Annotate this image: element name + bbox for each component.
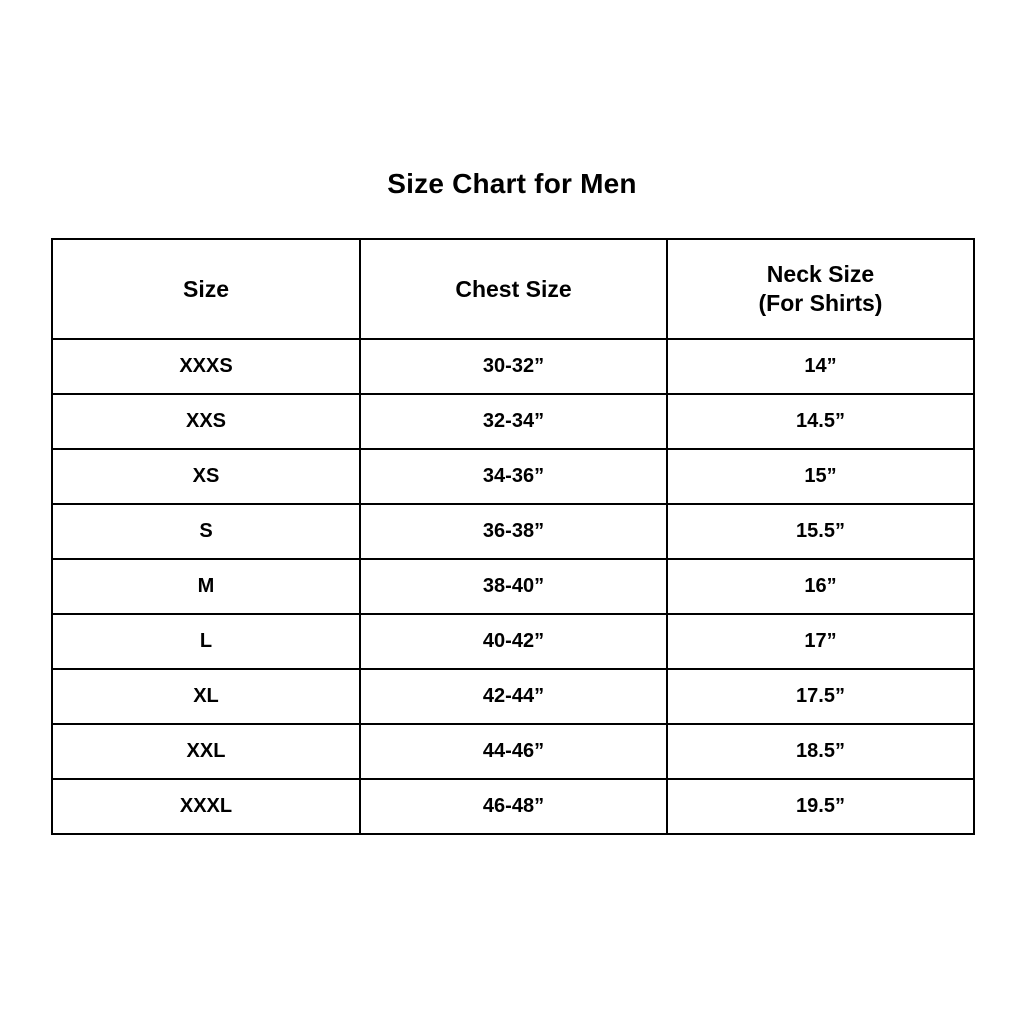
table-row (52, 504, 974, 559)
cell-neck: 14” (667, 339, 974, 394)
cell-size: M (52, 559, 360, 614)
table-row (52, 669, 974, 724)
cell-size: XS (52, 449, 360, 504)
column-header-chest (360, 239, 667, 339)
table-body (52, 339, 974, 834)
table-row (52, 779, 974, 834)
cell-size: XXXL (52, 779, 360, 834)
cell-neck: 19.5” (667, 779, 974, 834)
cell-chest: 36-38” (360, 504, 667, 559)
page-title: Size Chart for Men (387, 168, 637, 199)
cell-chest: 32-34” (360, 394, 667, 449)
cell-size: XXL (52, 724, 360, 779)
cell-chest: 40-42” (360, 614, 667, 669)
cell-chest: 34-36” (360, 449, 667, 504)
size-chart-table (51, 238, 975, 835)
cell-chest: 42-44” (360, 669, 667, 724)
cell-neck: 18.5” (667, 724, 974, 779)
cell-chest: 46-48” (360, 779, 667, 834)
cell-chest: 38-40” (360, 559, 667, 614)
column-header-neck-sublabel: (For Shirts) (758, 290, 883, 316)
table-row (52, 449, 974, 504)
table-header-row (52, 239, 974, 339)
table-header (52, 239, 974, 339)
cell-size: S (52, 504, 360, 559)
table-row (52, 614, 974, 669)
cell-neck: 15.5” (667, 504, 974, 559)
cell-neck: 17.5” (667, 669, 974, 724)
cell-neck: 15” (667, 449, 974, 504)
cell-chest: 30-32” (360, 339, 667, 394)
table-row (52, 724, 974, 779)
cell-size: XL (52, 669, 360, 724)
column-header-size (52, 239, 360, 339)
cell-size: XXXS (52, 339, 360, 394)
table-row (52, 394, 974, 449)
table-row (52, 339, 974, 394)
column-header-size-label: Size (182, 275, 230, 302)
column-header-chest-label: Chest Size (455, 275, 572, 302)
cell-neck: 17” (667, 614, 974, 669)
cell-neck: 16” (667, 559, 974, 614)
table-row (52, 559, 974, 614)
column-header-neck-label: Neck Size (766, 261, 875, 288)
cell-size: L (52, 614, 360, 669)
cell-neck: 14.5” (667, 394, 974, 449)
cell-size: XXS (52, 394, 360, 449)
column-header-neck (667, 239, 974, 339)
cell-chest: 44-46” (360, 724, 667, 779)
